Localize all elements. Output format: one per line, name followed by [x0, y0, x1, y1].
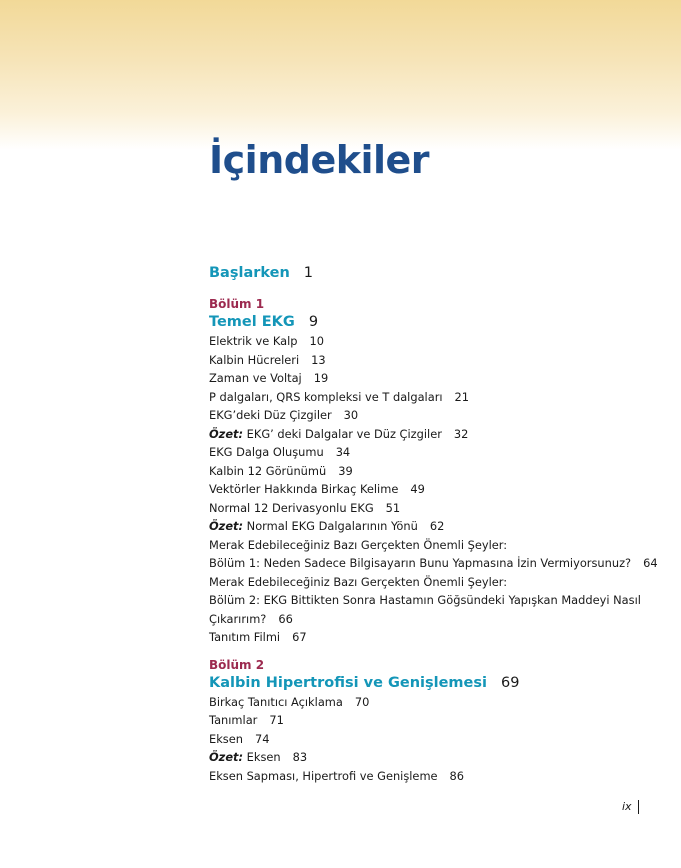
- chapter-page: 9: [308, 314, 319, 330]
- entry-page: 32: [453, 426, 469, 441]
- chapter-title: Temel EKG: [209, 314, 295, 330]
- entry-title: Kalbin 12 Görünümü: [209, 463, 327, 478]
- entry-title: Çıkarırım?: [209, 611, 267, 626]
- entry-page: 64: [643, 556, 658, 570]
- entry-page: 39: [338, 463, 353, 478]
- summary-prefix: Özet:: [209, 519, 244, 533]
- entry-title: Tanımlar: [209, 713, 258, 727]
- page-number-rule: [638, 800, 639, 814]
- entry-title: Vektörler Hakkında Birkaç Kelime: [209, 482, 399, 496]
- entry-page: 66: [278, 611, 293, 626]
- toc-entry[interactable]: [209, 462, 649, 481]
- summary-prefix: Özet:: [209, 750, 244, 764]
- entry-title: Elektrik ve Kalp: [209, 334, 298, 348]
- entry-title: Merak Edebileceğiniz Bazı Gerçekten Önemli Şeyler:: [209, 537, 508, 552]
- chapter-section: [209, 296, 658, 647]
- toc-entry[interactable]: [209, 610, 649, 629]
- entry-page: 10: [309, 334, 325, 348]
- toc-entry[interactable]: [209, 711, 649, 730]
- entry-title: Eksen: [246, 750, 281, 764]
- entry-title: Bölüm 1: Neden Sadece Bilgisayarın Bunu Yapmasına İzin Vermiyorsunuz?: [209, 556, 632, 570]
- entry-page: 34: [335, 445, 351, 459]
- summary-prefix: Özet:: [209, 426, 244, 441]
- entry-page: 71: [269, 713, 284, 727]
- entry-title: EKG’deki Düz Çizgiler: [209, 408, 332, 422]
- toc-entry[interactable]: [209, 536, 649, 555]
- entry-page: 70: [354, 694, 370, 709]
- toc-entry[interactable]: [209, 499, 649, 518]
- entry-title: Zaman ve Voltaj: [209, 371, 302, 385]
- chapter-label: Bölüm 2: [209, 657, 265, 672]
- entry-title: EKG’ deki Dalgalar ve Düz Çizgiler: [246, 426, 442, 441]
- entry-title: Normal 12 Derivasyonlu EKG: [209, 500, 374, 515]
- toc-entry[interactable]: [209, 767, 649, 786]
- entry-title: EKG Dalga Oluşumu: [209, 445, 324, 459]
- entry-title: Birkaç Tanıtıcı Açıklama: [209, 694, 343, 709]
- table-of-contents: [209, 262, 658, 785]
- page-number: ix: [622, 800, 632, 813]
- intro-page: 1: [303, 265, 314, 281]
- entry-page: 51: [385, 500, 401, 515]
- entry-title: Tanıtım Filmi: [209, 630, 281, 644]
- toc-entry[interactable]: [209, 517, 649, 536]
- chapter-title-entry[interactable]: [209, 312, 649, 332]
- entry-title: P dalgaları, QRS kompleksi ve T dalgaları: [209, 389, 443, 404]
- entry-page: 30: [343, 408, 359, 422]
- entry-title: Eksen: [209, 731, 243, 746]
- entry-page: 19: [313, 371, 329, 385]
- entry-page: 62: [429, 519, 445, 533]
- entry-page: 83: [292, 750, 308, 764]
- entry-page: 49: [410, 482, 425, 496]
- toc-entry[interactable]: [209, 628, 649, 647]
- toc-entry[interactable]: [209, 425, 649, 444]
- entry-page: 74: [254, 731, 270, 746]
- intro-title: Başlarken: [209, 265, 290, 281]
- toc-entry[interactable]: [209, 369, 649, 388]
- entry-page: 13: [311, 352, 326, 367]
- toc-entry[interactable]: [209, 693, 649, 712]
- toc-entry[interactable]: [209, 591, 649, 610]
- toc-entry[interactable]: [209, 332, 649, 351]
- toc-entry[interactable]: [209, 406, 649, 425]
- toc-entry[interactable]: [209, 730, 649, 749]
- header-gradient-band: [0, 0, 681, 150]
- entry-title: Merak Edebileceğiniz Bazı Gerçekten Önemli Şeyler:: [209, 574, 508, 589]
- entry-title: Kalbin Hücreleri: [209, 352, 300, 367]
- toc-entry[interactable]: [209, 748, 649, 767]
- page-title: İçindekiler: [209, 138, 430, 182]
- toc-entry[interactable]: [209, 480, 649, 499]
- toc-entry[interactable]: [209, 573, 649, 592]
- toc-entry[interactable]: [209, 554, 658, 573]
- toc-entry[interactable]: [209, 351, 649, 370]
- chapter-title-entry[interactable]: [209, 673, 649, 693]
- toc-entry[interactable]: [209, 388, 649, 407]
- entry-page: 21: [454, 389, 470, 404]
- chapter-section: [209, 657, 649, 786]
- chapter-page: 69: [500, 674, 520, 691]
- chapter-title: Kalbin Hipertrofisi ve Genişlemesi: [209, 674, 487, 691]
- toc-entry[interactable]: [209, 443, 649, 462]
- entry-title: Bölüm 2: EKG Bittikten Sonra Hastamın Göğsündeki Yapışkan Maddeyi Nasıl: [209, 593, 641, 607]
- chapter-label: Bölüm 1: [209, 297, 265, 311]
- entry-page: 86: [449, 768, 465, 783]
- entry-title: Normal EKG Dalgalarının Yönü: [246, 519, 418, 533]
- toc-intro-entry[interactable]: [209, 262, 649, 284]
- entry-page: 67: [292, 630, 307, 644]
- entry-title: Eksen Sapması, Hipertrofi ve Genişleme: [209, 768, 438, 783]
- chapter-list: [209, 296, 658, 785]
